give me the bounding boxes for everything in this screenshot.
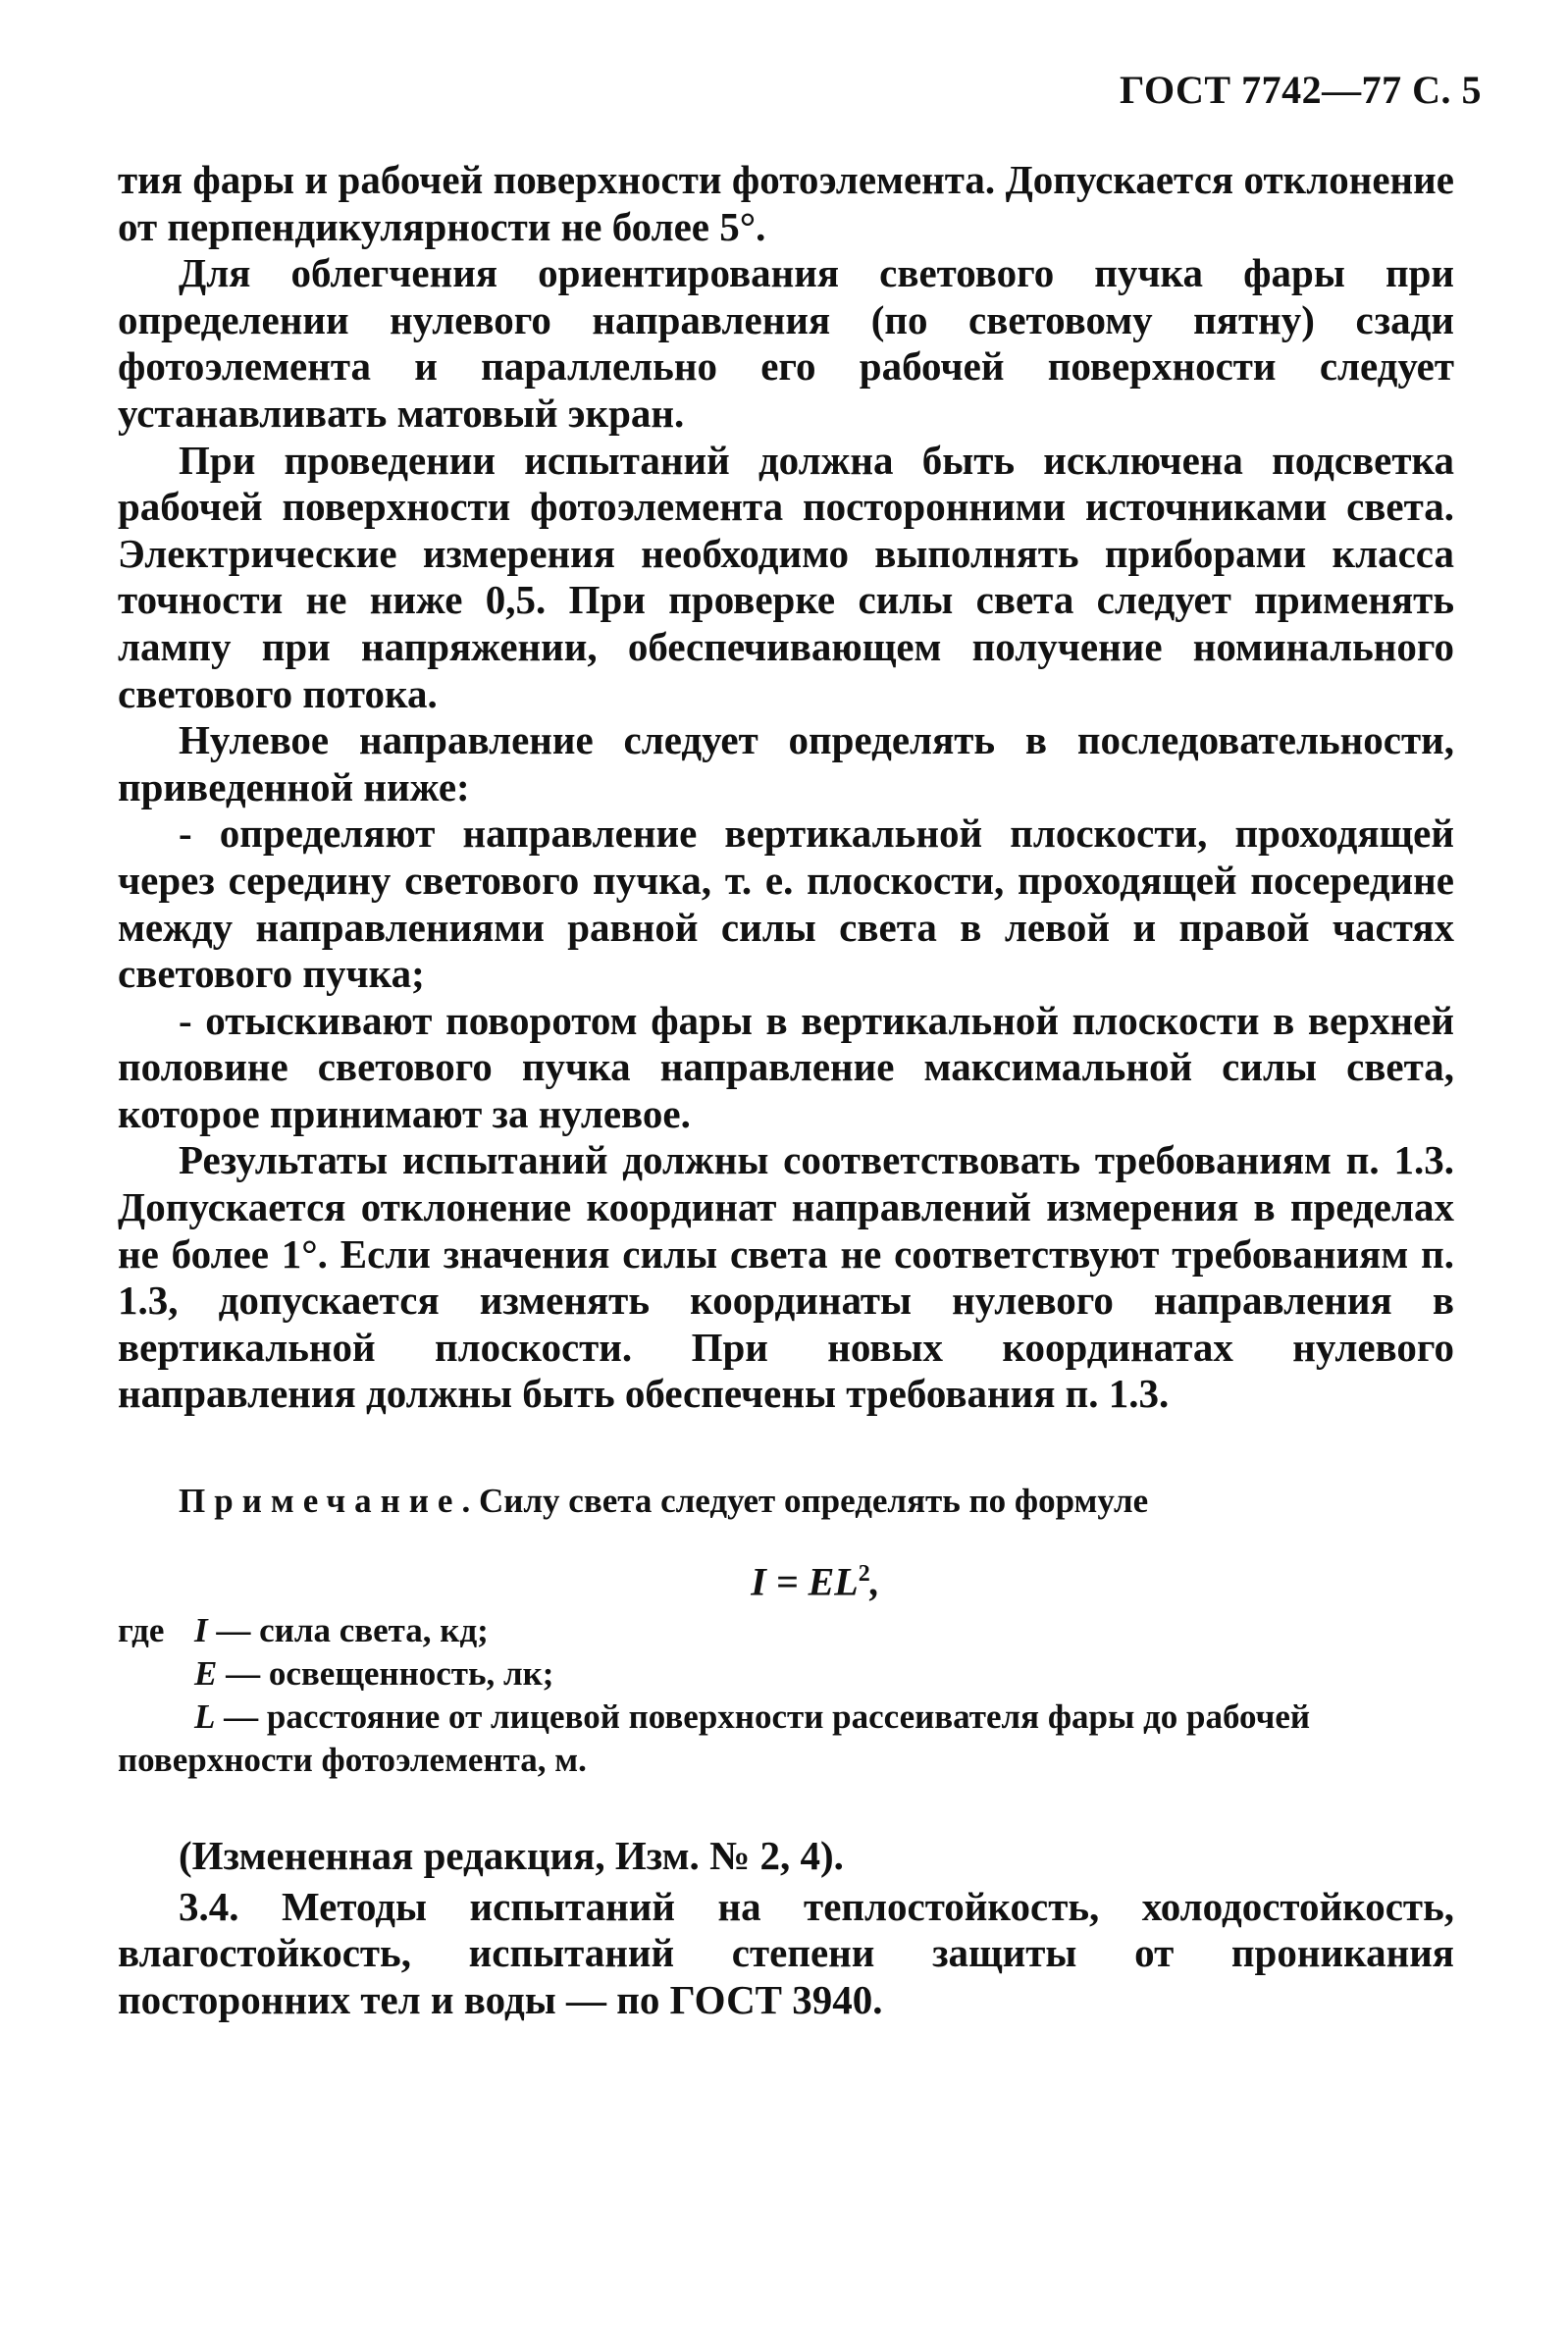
page-header: ГОСТ 7742—77 С. 5: [1119, 68, 1482, 112]
formula-main: I = EL: [751, 1559, 859, 1604]
formula-tail: ,: [869, 1559, 880, 1604]
variable-desc: — освещенность, лк;: [217, 1654, 554, 1694]
paragraph: Результаты испытаний должны соответствовать требованиям п. 1.3. Допускается отклонение координат направлений измерения в пределах не более 1°. Если значения силы света не соответствуют требованиям п. 1.3, допускается изменять координаты нулевого направления в вертикальной плоскости. При новых координатах нулевого направления должны быть обеспечены требования п. 1.3.: [118, 1137, 1454, 1417]
section-3-4: 3.4. Методы испытаний на теплостойкость, холодостойкость, влагостойкость, испытаний степени защиты от проникания посторонних тел и воды — по ГОСТ 3940.: [118, 1883, 1454, 2022]
note-block: [118, 1480, 1454, 1782]
tail-section: [118, 1833, 1454, 2023]
main-text: [118, 157, 1454, 1418]
list-item: - определяют направление вертикальной плоскости, проходящей через середину светового пучка, т. е. плоскости, проходящей посередине между направлениями равной силы света в левой и правой частях светового пучка;: [118, 810, 1454, 997]
variable-row: [118, 1652, 1454, 1696]
paragraph: Для облегчения ориентирования светового пучка фары при определении нулевого направления (по световому пятну) сзади фотоэлемента и параллельно его рабочей поверхности следует устанавливать матовый экран.: [118, 250, 1454, 436]
paragraph-continuation: тия фары и рабочей поверхности фотоэлемента. Допускается отклонение от перпендикулярности не более 5°.: [118, 157, 1454, 249]
note-label: Примечание: [179, 1482, 462, 1520]
variable-desc: — расстояние от лицевой поверхности рассеивателя фары до рабочей поверхности фотоэлемента, м.: [118, 1697, 1311, 1780]
variable-symbol: L: [194, 1697, 216, 1737]
variable-row: [118, 1696, 1454, 1782]
paragraph: При проведении испытаний должна быть исключена подсветка рабочей поверхности фотоэлемента посторонними источниками света. Электрические измерения необходимо выполнять приборами класса точности не ниже 0,5. При проверке силы света следует применять лампу при напряжении, обеспечивающем получение номинального светового потока.: [118, 437, 1454, 716]
paragraph: Нулевое направление следует определять в последовательности, приведенной ниже:: [118, 717, 1454, 809]
variable-desc: — сила света, кд;: [207, 1611, 489, 1650]
where-label: где: [118, 1611, 165, 1650]
variable-row: [118, 1609, 1454, 1652]
amendment-note: (Измененная редакция, Изм. № 2, 4).: [179, 1833, 844, 1878]
variable-symbol: E: [194, 1654, 218, 1694]
list-item: - отыскивают поворотом фары в вертикальной плоскости в верхней половине светового пучка направление максимальной силы света, которое принимают за нулевое.: [118, 997, 1454, 1136]
formula: [118, 1552, 1454, 1603]
note-text: . Силу света следует определять по формуле: [461, 1482, 1149, 1520]
variable-symbol: I: [194, 1611, 208, 1650]
note-intro: [118, 1480, 1454, 1523]
formula-exponent: 2: [858, 1561, 870, 1587]
